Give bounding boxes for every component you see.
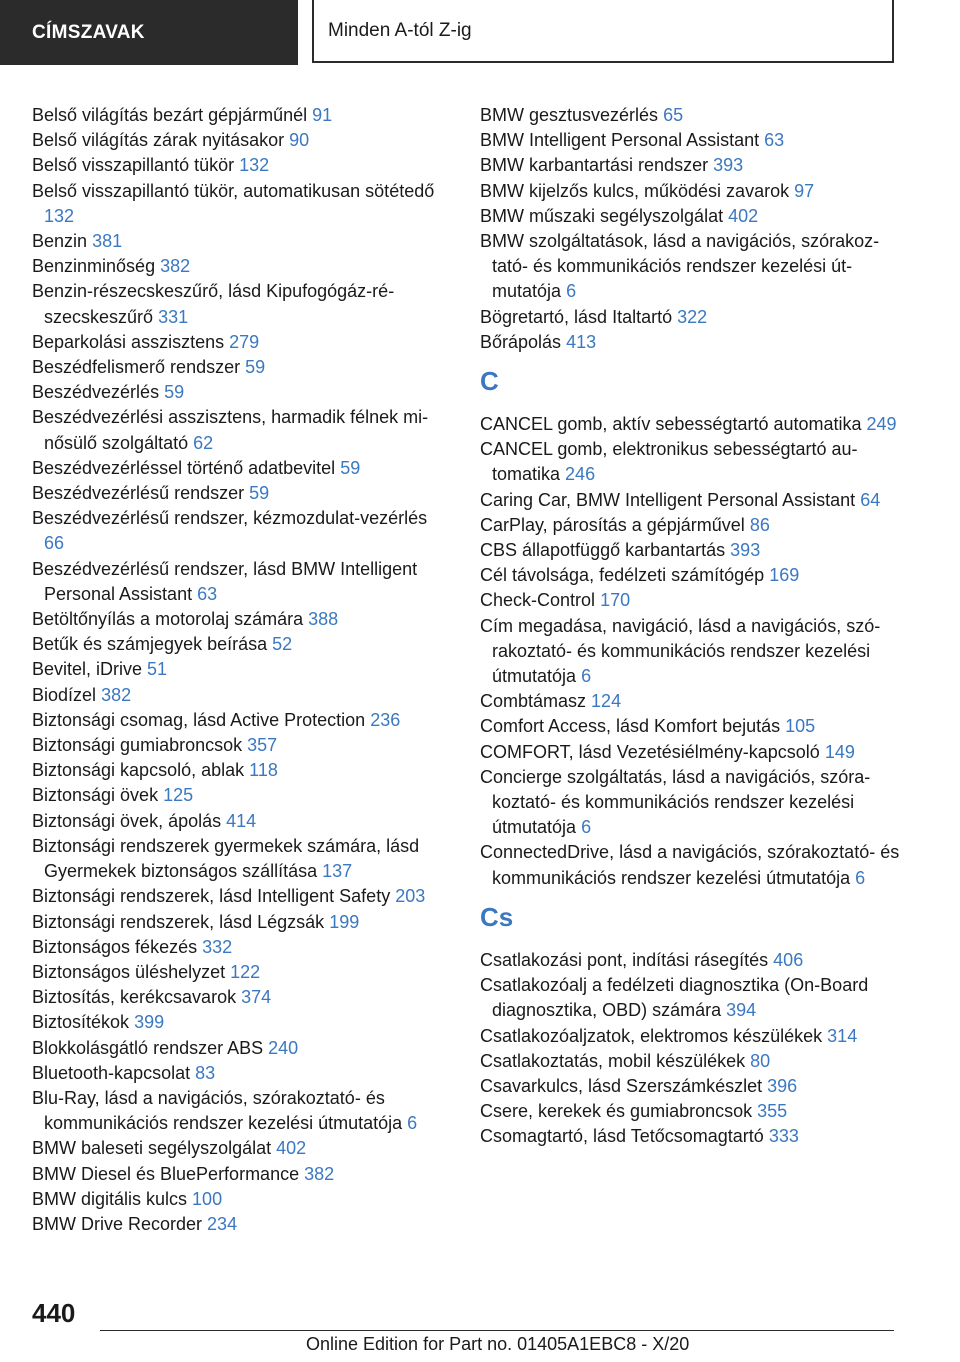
entry-term: Caring Car, BMW Intelligent Personal Assistant <box>480 489 856 510</box>
index-entry <box>32 960 452 985</box>
entry-page-link[interactable]: 199 <box>329 911 360 932</box>
page-number: 440 <box>32 1298 76 1328</box>
index-entry <box>32 1061 452 1086</box>
entry-term: Biodízel <box>32 684 97 705</box>
entry-page-link[interactable]: 51 <box>147 659 168 680</box>
entry-term: Biztonsági kapcsoló, ablak <box>32 760 245 781</box>
entry-term: Check-Control <box>480 590 596 611</box>
entry-term: Beszédvezérlés <box>32 382 160 403</box>
entry-term: BMW gesztusvezérlés <box>480 105 659 125</box>
entry-term: Biztonsági rendszerek gyermekek számára, lásd Gyermekek biztonságos szállítása <box>32 835 420 882</box>
entry-term: Belső visszapillantó tükör <box>32 155 235 176</box>
index-entry <box>32 708 452 733</box>
entry-term: Biztonsági gumiabroncsok <box>32 735 243 756</box>
entry-page-link[interactable]: 66 <box>44 533 65 554</box>
entry-page-link[interactable]: 59 <box>340 457 361 478</box>
entry-term: BMW Drive Recorder <box>32 1213 203 1234</box>
entry-term: BMW digitális kulcs <box>32 1188 188 1209</box>
entry-term: Biztosítékok <box>32 1012 130 1033</box>
index-entry <box>480 1074 900 1099</box>
entry-term: Biztosítás, kerékcsavarok <box>32 987 237 1008</box>
entry-page-link[interactable]: 382 <box>101 684 132 705</box>
entry-page-link[interactable]: 393 <box>730 540 761 561</box>
index-entry <box>480 488 900 513</box>
entry-term: Csatlakoztatás, mobil készülékek <box>480 1050 746 1071</box>
index-entry <box>480 614 900 690</box>
index-list-b-continued <box>480 103 900 355</box>
entry-term: Biztonságos fékezés <box>32 936 198 957</box>
index-entry <box>480 714 900 739</box>
index-entry <box>480 740 900 765</box>
entry-page-link[interactable]: 388 <box>308 609 339 630</box>
entry-term: Cím megadása, navigáció, lásd a navigációs, szórakoztató- és kommunikációs rendszer kezelési útmutatója <box>480 615 881 687</box>
entry-page-link[interactable]: 149 <box>824 741 855 762</box>
index-entry <box>32 1036 452 1061</box>
entry-page-link[interactable]: 382 <box>304 1163 335 1184</box>
index-entry <box>480 973 900 1023</box>
index-entry <box>480 305 900 330</box>
entry-term: BMW műszaki segélyszolgálat <box>480 205 724 226</box>
entry-term: Csatlakozóalj a fedélzeti diagnosztika (On-Board diagnosztika, OBD) számára <box>480 975 869 1021</box>
entry-term: CBS állapotfüggő karbantartás <box>480 540 726 561</box>
entry-page-link[interactable]: 105 <box>785 716 816 737</box>
entry-page-link[interactable]: 279 <box>229 331 260 352</box>
entry-term: Biztonságos üléshelyzet <box>32 961 226 982</box>
index-entry <box>32 783 452 808</box>
entry-page-link[interactable]: 414 <box>226 810 257 831</box>
index-entry <box>480 103 900 128</box>
index-entry <box>32 380 452 405</box>
entry-term: BMW karbantartási rendszer <box>480 155 709 176</box>
entry-page-link[interactable]: 118 <box>249 760 278 781</box>
entry-page-link[interactable]: 83 <box>195 1062 216 1083</box>
index-entry <box>32 128 452 153</box>
entry-page-link[interactable]: 240 <box>268 1037 299 1058</box>
index-entry <box>32 607 452 632</box>
entry-term: Concierge szolgáltatás, lásd a navigációs, szórakoztató- és kommunikációs rendszer kezelési útmutatója <box>480 766 871 838</box>
entry-page-link[interactable]: 394 <box>726 1000 757 1021</box>
entry-page-link[interactable]: 124 <box>591 691 622 712</box>
entry-page-link[interactable]: 402 <box>276 1138 307 1159</box>
entry-page-link[interactable]: 80 <box>750 1050 771 1071</box>
entry-page-link[interactable]: 169 <box>769 565 800 586</box>
footer-divider <box>100 1330 894 1331</box>
index-entry <box>32 103 452 128</box>
entry-page-link[interactable]: 357 <box>247 735 278 756</box>
index-entry <box>32 1212 452 1237</box>
entry-term: ConnectedDrive, lásd a navigációs, szórakoztató- és kommunikációs rendszer kezelési útmutatója <box>480 842 900 888</box>
index-entry <box>32 1162 452 1187</box>
index-entry <box>480 1124 900 1149</box>
entry-term: Bevitel, iDrive <box>32 659 143 680</box>
footer-edition: Online Edition for Part no. 01405A1EBC8 - X/20 <box>306 1334 690 1354</box>
entry-page-link[interactable]: 132 <box>44 205 75 226</box>
entry-page-link[interactable]: 132 <box>239 155 270 176</box>
index-entry <box>32 355 452 380</box>
index-entry <box>480 588 900 613</box>
index-entry <box>32 683 452 708</box>
index-entry <box>32 1187 452 1212</box>
index-entry <box>480 1024 900 1049</box>
index-entry <box>32 456 452 481</box>
index-entry <box>32 935 452 960</box>
index-entry <box>32 506 452 556</box>
index-entry <box>480 513 900 538</box>
entry-term: Bőrápolás <box>480 331 562 352</box>
section-tab <box>0 0 298 65</box>
entry-term: Benzin-részecskeszűrő, lásd Kipufogógáz-részecskeszűrő <box>32 281 395 327</box>
entry-term: Betöltőnyílás a motorolaj számára <box>32 609 304 630</box>
entry-page-link[interactable]: 91 <box>312 105 333 125</box>
entry-term: Csavarkulcs, lásd Szerszámkészlet <box>480 1075 763 1096</box>
section-heading-c: C <box>480 366 499 397</box>
entry-page-link[interactable]: 90 <box>289 130 310 151</box>
entry-page-link[interactable]: 314 <box>827 1025 858 1046</box>
index-column-right <box>480 103 900 1150</box>
entry-page-link[interactable]: 234 <box>207 1213 238 1234</box>
entry-term: Beszédfelismerő rendszer <box>32 357 241 378</box>
index-entry <box>32 884 452 909</box>
entry-page-link[interactable]: 246 <box>565 464 596 485</box>
entry-page-link[interactable]: 322 <box>677 306 708 327</box>
index-entry <box>480 153 900 178</box>
index-entry <box>32 834 452 884</box>
entry-page-link[interactable]: 137 <box>322 861 353 882</box>
entry-term: Csatlakozási pont, indítási rásegítés <box>480 949 769 970</box>
entry-term: CANCEL gomb, aktív sebességtartó automatika <box>480 414 862 435</box>
entry-term: Csatlakozóaljzatok, elektromos készülékek <box>480 1025 823 1046</box>
index-entry <box>480 1049 900 1074</box>
entry-page-link[interactable]: 6 <box>581 666 592 687</box>
entry-term: Combtámasz <box>480 691 587 712</box>
index-list-b <box>32 103 452 1237</box>
index-entry <box>480 563 900 588</box>
chapter-title: Minden A-tól Z-ig <box>328 19 472 41</box>
index-list-cs <box>480 948 900 1150</box>
index-entry <box>32 1086 452 1136</box>
entry-page-link[interactable]: 52 <box>272 634 293 655</box>
entry-term: CarPlay, párosítás a gépjárművel <box>480 514 745 535</box>
entry-term: Bluetooth-kapcsolat <box>32 1062 191 1083</box>
entry-term: Beszédvezérlésű rendszer, lásd BMW Intelligent Personal Assistant <box>32 558 418 604</box>
index-entry <box>32 481 452 506</box>
entry-term: Beszédvezérlésű rendszer, kézmozdulat-vezérlés <box>32 508 428 529</box>
index-entry <box>480 437 900 487</box>
entry-page-link[interactable]: 406 <box>773 949 804 970</box>
entry-term: Beszédvezérléssel történő adatbevitel <box>32 457 336 478</box>
entry-page-link[interactable]: 100 <box>192 1188 223 1209</box>
entry-page-link[interactable]: 6 <box>581 817 592 838</box>
entry-page-link[interactable]: 399 <box>134 1012 165 1033</box>
entry-term: Beszédvezérlési asszisztens, harmadik félnek minősülő szolgáltató <box>32 407 429 453</box>
index-entry <box>32 985 452 1010</box>
entry-term: Biztonsági rendszerek, lásd Intelligent Safety <box>32 886 391 907</box>
index-entry <box>480 412 900 437</box>
section-title: CÍMSZAVAK <box>32 21 145 43</box>
entry-term: Biztonsági rendszerek, lásd Légzsák <box>32 911 325 932</box>
entry-term: Beszédvezérlésű rendszer <box>32 483 245 504</box>
entry-term: Belső világítás zárak nyitásakor <box>32 130 285 151</box>
entry-term: Benzin <box>32 231 88 252</box>
entry-page-link[interactable]: 122 <box>230 961 261 982</box>
entry-term: BMW Diesel és BluePerformance <box>32 1163 300 1184</box>
entry-term: Comfort Access, lásd Komfort bejutás <box>480 716 781 737</box>
index-entry <box>480 330 900 355</box>
entry-page-link[interactable]: 86 <box>749 514 770 535</box>
entry-term: BMW szolgáltatások, lásd a navigációs, szórakoztató- és kommunikációs rendszer kezelési útmutatója <box>480 231 880 302</box>
entry-page-link[interactable]: 236 <box>370 709 401 730</box>
entry-page-link[interactable]: 125 <box>163 785 194 806</box>
entry-term: CANCEL gomb, elektronikus sebességtartó automatika <box>480 439 858 485</box>
entry-page-link[interactable]: 381 <box>92 231 123 252</box>
index-list-c <box>480 412 900 891</box>
index-entry <box>32 254 452 279</box>
entry-term: Belső világítás bezárt gépjárműnél <box>32 105 308 125</box>
entry-page-link[interactable]: 203 <box>395 886 426 907</box>
entry-page-link[interactable]: 62 <box>193 432 214 453</box>
index-entry <box>32 405 452 455</box>
entry-page-link[interactable]: 65 <box>663 105 684 125</box>
entry-term: Biztonsági csomag, lásd Active Protection <box>32 709 366 730</box>
index-entry <box>32 809 452 834</box>
entry-term: Benzinminőség <box>32 256 156 277</box>
entry-page-link[interactable]: 333 <box>768 1126 799 1147</box>
index-entry <box>480 840 900 890</box>
entry-page-link[interactable]: 402 <box>728 205 759 226</box>
index-entry <box>32 632 452 657</box>
entry-term: Belső visszapillantó tükör, automatikusan sötétedő <box>32 180 435 201</box>
index-entry <box>32 758 452 783</box>
entry-term: Biztonsági övek, ápolás <box>32 810 222 831</box>
index-entry <box>480 689 900 714</box>
entry-term: Csomagtartó, lásd Tetőcsomagtartó <box>480 1126 764 1147</box>
index-entry <box>480 538 900 563</box>
entry-term: Blu-Ray, lásd a navigációs, szórakoztató- és kommunikációs rendszer kezelési útmutatója <box>32 1087 403 1134</box>
entry-term: Bögretartó, lásd Italtartó <box>480 306 673 327</box>
entry-term: COMFORT, lásd Vezetésiélmény-kapcsoló <box>480 741 820 762</box>
index-entry <box>480 204 900 229</box>
index-column-left <box>32 103 452 1237</box>
index-entry <box>480 948 900 973</box>
index-entry <box>32 657 452 682</box>
entry-page-link[interactable]: 396 <box>767 1075 798 1096</box>
entry-page-link[interactable]: 393 <box>713 155 744 176</box>
entry-page-link[interactable]: 332 <box>202 936 233 957</box>
index-entry <box>480 229 900 305</box>
entry-term: BMW kijelzős kulcs, működési zavarok <box>480 180 790 201</box>
index-entry <box>480 179 900 204</box>
index-entry <box>32 229 452 254</box>
index-entry <box>32 279 452 329</box>
entry-page-link[interactable]: 355 <box>757 1101 788 1122</box>
entry-term: Beparkolási asszisztens <box>32 331 225 352</box>
entry-page-link[interactable]: 64 <box>860 489 881 510</box>
entry-page-link[interactable]: 6 <box>566 281 577 302</box>
entry-page-link[interactable]: 59 <box>164 382 185 403</box>
entry-page-link[interactable]: 6 <box>407 1113 418 1134</box>
entry-page-link[interactable]: 170 <box>600 590 631 611</box>
entry-term: Biztonsági övek <box>32 785 159 806</box>
index-entry <box>32 330 452 355</box>
entry-term: Blokkolásgátló rendszer ABS <box>32 1037 264 1058</box>
index-entry <box>32 910 452 935</box>
entry-page-link[interactable]: 413 <box>566 331 597 352</box>
index-entry <box>32 1010 452 1035</box>
index-entry <box>480 128 900 153</box>
index-entry <box>32 733 452 758</box>
entry-page-link[interactable]: 63 <box>197 583 218 604</box>
entry-term: Betűk és számjegyek beírása <box>32 634 268 655</box>
index-entry <box>480 765 900 841</box>
entry-page-link[interactable]: 331 <box>158 306 189 327</box>
entry-page-link[interactable]: 97 <box>794 180 815 201</box>
entry-page-link[interactable]: 59 <box>245 357 266 378</box>
entry-page-link[interactable]: 374 <box>241 987 272 1008</box>
entry-term: BMW Intelligent Personal Assistant <box>480 130 760 151</box>
index-entry <box>32 1136 452 1161</box>
index-entry <box>32 557 452 607</box>
entry-page-link[interactable]: 382 <box>160 256 191 277</box>
entry-page-link[interactable]: 59 <box>249 483 270 504</box>
entry-term: Cél távolsága, fedélzeti számítógép <box>480 565 765 586</box>
entry-page-link[interactable]: 249 <box>866 414 897 435</box>
index-entry <box>32 153 452 178</box>
entry-page-link[interactable]: 63 <box>764 130 785 151</box>
entry-page-link[interactable]: 6 <box>855 867 866 888</box>
section-heading-cs: Cs <box>480 901 514 932</box>
index-entry <box>480 1099 900 1124</box>
chapter-tab <box>312 0 894 63</box>
entry-term: Csere, kerekek és gumiabroncsok <box>480 1101 753 1122</box>
index-entry <box>32 179 452 229</box>
entry-term: BMW baleseti segélyszolgálat <box>32 1138 272 1159</box>
